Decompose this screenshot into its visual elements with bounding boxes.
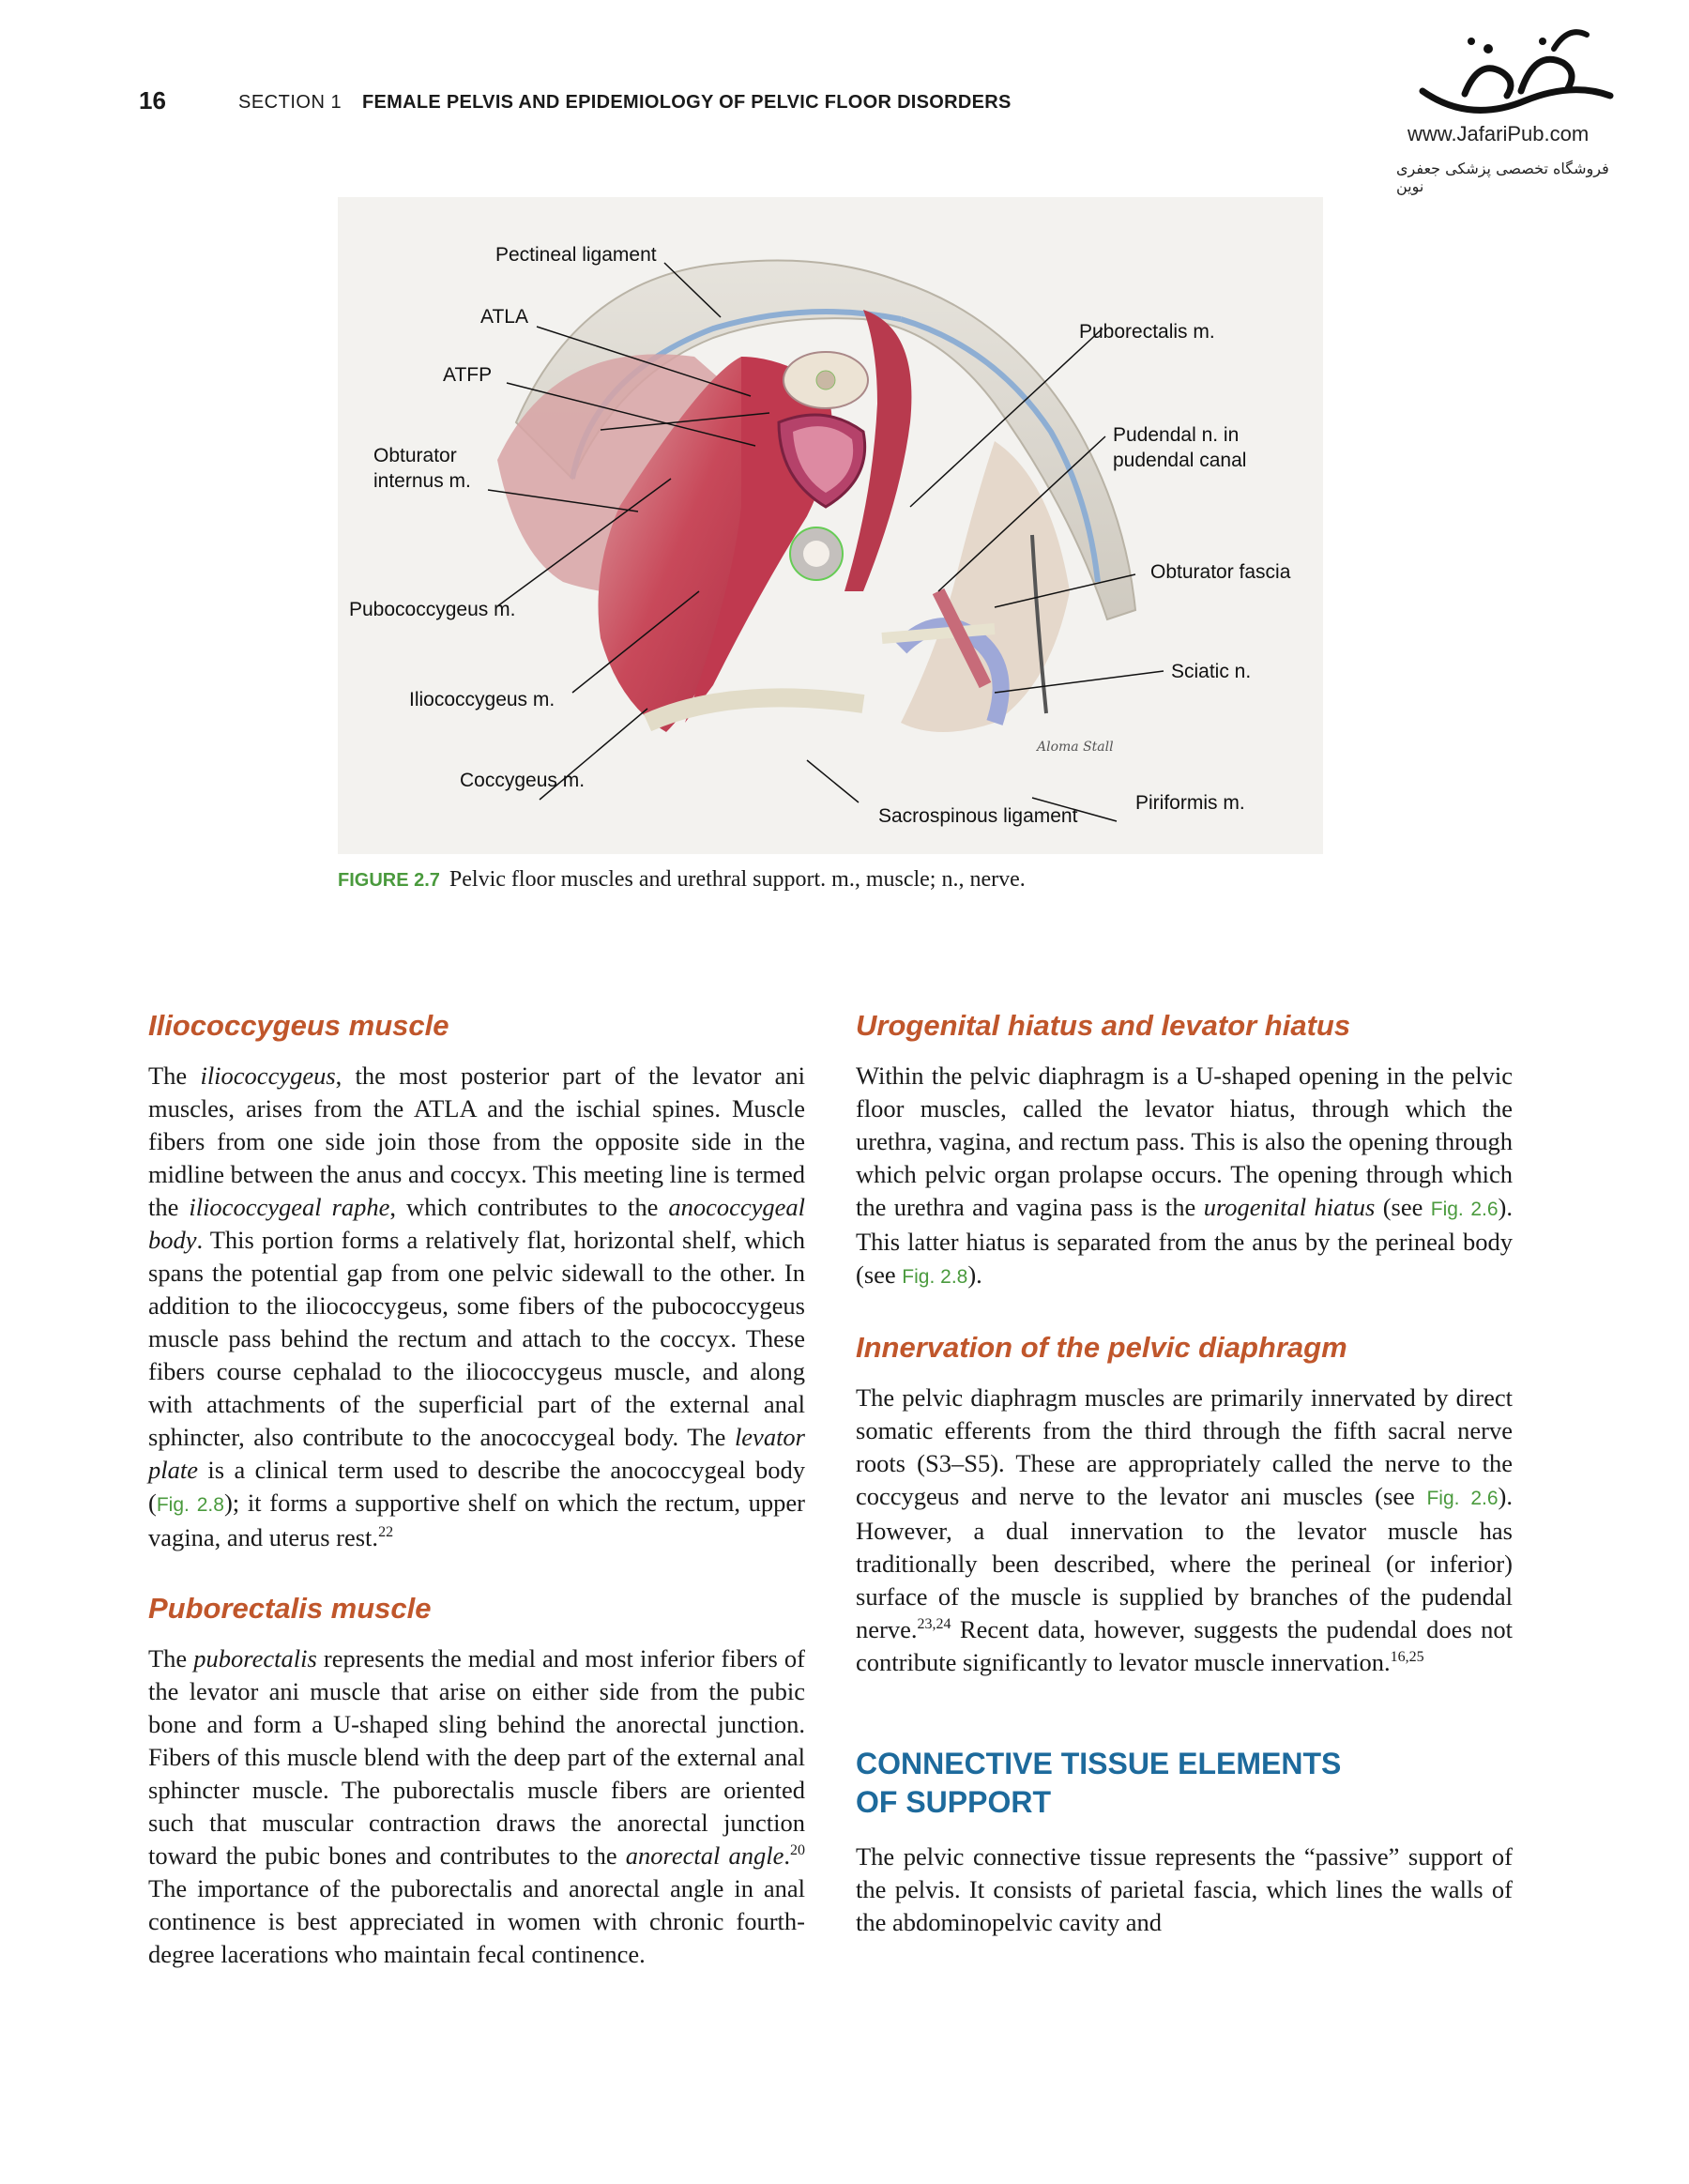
running-header [139,86,1603,124]
label-pectineal-ligament: Pectineal ligament [495,244,657,266]
label-piriformis: Piriformis m. [1135,792,1245,814]
publisher-persian-text: فروشگاه تخصصی پزشکی جعفری نوین [1396,160,1609,195]
label-iliococcygeus: Iliococcygeus m. [409,689,555,710]
citation-superscript[interactable]: 22 [378,1524,394,1541]
anatomy-figure [338,197,1323,854]
paragraph-iliococcygeus: The iliococcygeus, the most posterior part of the levator ani muscles, arises from the ATLA and the ischial spines. Muscle fibers from one side join those from the opposite side in the midline between the anus and coccyx. This meeting line is termed the iliococcygeal raphe, which contributes to the anococcygeal body. This portion forms a relatively flat, horizontal shelf, which spans the potential gap from one pelvic sidewall to the other. In addition to the iliococcygeus, some fibers of the pubococcygeus muscle pass behind the rectum and attach to the coccyx. These fibers course cephalad to the iliococcygeus muscle, and along with attachments of the superficial part of the external anal sphincter, also contribute to the anococcygeal body. The levator plate is a clinical term used to describe the anococcygeal body (Fig. 2.8); it forms a supportive shelf on which the rectum, upper vagina, and uterus rest.$^{22}$ [148,1061,806,1551]
paragraph-hiatus: Within the pelvic diaphragm is a U-shaped opening in the pelvic floor muscles, called the levator hiatus, through which the urethra, vagina, and rectum pass. This is also the opening through which pelvic organ prolapse occurs. The opening through which the urethra and vagina pass is the urogenital hiatus (see Fig. 2.6). This latter hiatus is separated from the anus by the perineal body (see Fig. 2.8). [856,1061,1513,1289]
citation-superscript[interactable]: 16,25 [1390,1649,1424,1666]
publisher-watermark [1396,21,1650,195]
page-number: 16 [139,86,166,115]
heading-innervation: Innervation of the pelvic diaphragm [856,1331,1347,1364]
heading-puborectalis: Puborectalis muscle [148,1592,432,1625]
figure-reference-link[interactable]: Fig. 2.8 [156,1494,224,1516]
figure-reference-link[interactable]: Fig. 2.6 [1430,1199,1499,1220]
section-label: SECTION 1 [238,92,342,113]
left-column [148,1009,805,1971]
heading-hiatus: Urogenital hiatus and levator hiatus [856,1009,1351,1042]
figure-caption [338,867,1026,893]
paragraph-connective-tissue: The pelvic connective tissue represents the “passive” support of the pelvis. It consists of parietal fascia, which lines the walls of the abdominopelvic cavity and [856,1842,1513,1936]
figure-reference-link[interactable]: Fig. 2.6 [1426,1488,1499,1509]
citation-superscript[interactable]: 23,24 [917,1616,951,1633]
heading-iliococcygeus: Iliococcygeus muscle [148,1009,449,1042]
figure-caption-text: Pelvic floor muscles and urethral support. m., muscle; n., nerve. [449,867,1026,892]
label-atla: ATLA [480,306,528,328]
label-pubococcygeus: Pubococcygeus m. [349,599,516,620]
label-coccygeus: Coccygeus m. [460,770,586,791]
figure-reference-link[interactable]: Fig. 2.8 [902,1266,968,1288]
figure-caption-number: FIGURE 2.7 [338,870,440,891]
citation-superscript[interactable]: 20 [790,1842,805,1859]
label-sacrospinous-ligament: Sacrospinous ligament [878,805,1078,827]
publisher-url: www.JafariPub.com [1408,122,1590,145]
heading-connective-tissue: CONNECTIVE TISSUE ELEMENTS OF SUPPORT [856,1747,1342,1819]
label-sciatic-nerve: Sciatic n. [1171,661,1252,682]
pelvic-floor-illustration [338,197,1323,854]
label-puborectalis: Puborectalis m. [1079,321,1215,343]
label-pudendal-nerve: Pudendal n. in pudendal canal [1113,424,1247,471]
section-title: FEMALE PELVIS AND EPIDEMIOLOGY OF PELVIC FLOOR DISORDERS [362,92,1012,113]
publisher-logo-icon [1413,21,1620,124]
illustrator-signature: Aloma Stall [1037,740,1114,755]
right-column [856,1009,1513,1939]
label-obturator-fascia: Obturator fascia [1150,561,1291,583]
label-obturator-internus: Obturator internus m. [373,445,471,492]
paragraph-innervation: The pelvic diaphragm muscles are primarily innervated by direct somatic efferents from the third through the fifth sacral nerve roots (S3–S5). These are appropriately called the nerve to the coccygeus and nerve to the levator ani muscles (see Fig. 2.6). However, a dual innervation to the levator muscle has traditionally been described, where the perineal (or inferior) surface of the muscle is supplied by branches of the pudendal nerve.$^{23,24}$ Recent data, however, suggests the pudendal does not contribute significantly to levator muscle innervation.$^{16,25}$ [856,1383,1513,1676]
paragraph-puborectalis: The puborectalis represents the medial and most inferior fibers of the levator ani muscle that arise on either side from the pubic bone and form a U-shaped sling behind the anorectal junction. Fibers of this muscle blend with the deep part of the external anal sphincter muscle. The puborectalis muscle fibers are oriented such that muscular contraction draws the anorectal junction toward the pubic bones and contributes to the anorectal angle.$^{20}$ The importance of the puborectalis and anorectal angle in anal continence is best appreciated in women with chronic fourth-degree lacerations who maintain fecal continence. [148,1644,805,1968]
label-atfp: ATFP [443,364,493,386]
